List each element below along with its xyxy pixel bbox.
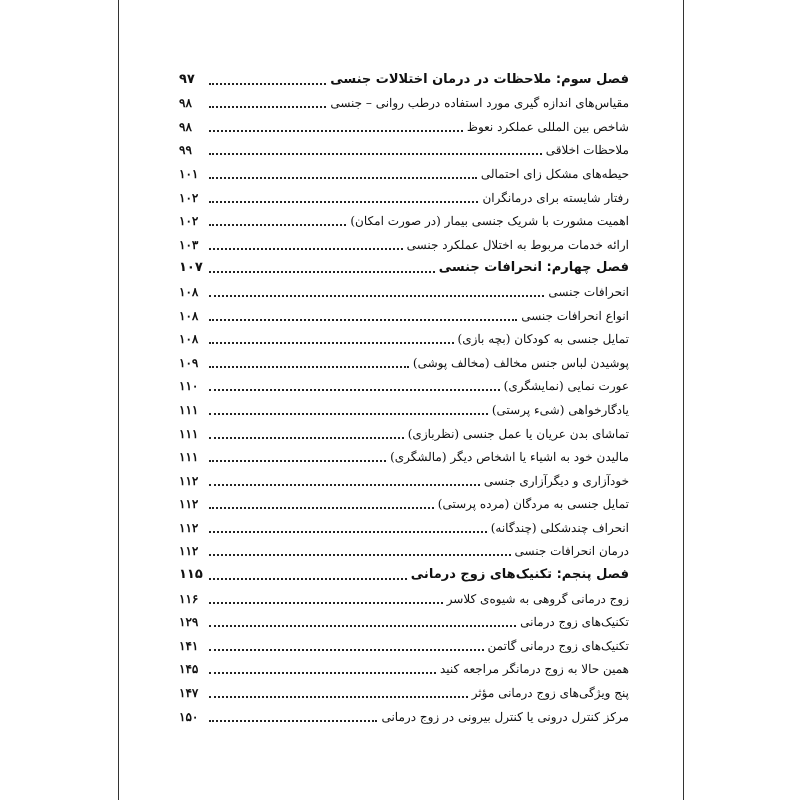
- toc-entry-title: تمایل جنسی به کودکان (بچه بازی): [457, 332, 629, 347]
- toc-page-number: ۱۱۵: [179, 567, 203, 583]
- toc-entry-title: شاخص بین المللی عملکرد نعوظ: [466, 119, 629, 134]
- toc-entry-title: تماشای بدن عریان یا عمل جنسی (نظربازی): [407, 426, 629, 441]
- toc-page-number: ۱۱۱: [179, 450, 199, 465]
- dot-leader: [209, 720, 377, 722]
- dot-leader: [209, 130, 463, 132]
- dot-leader: [209, 625, 516, 627]
- toc-entry: [179, 326, 629, 350]
- toc-page-number: ۱۱۱: [179, 426, 199, 441]
- toc-entry: [179, 137, 629, 161]
- toc-entry: [179, 160, 629, 184]
- toc-entry-title: مقیاس‌های اندازه گیری مورد استفاده درطب روانی – جنسی: [330, 96, 629, 111]
- toc-entry: [179, 491, 629, 515]
- toc-page-number: ۱۰۲: [179, 214, 199, 229]
- dot-leader: [209, 649, 484, 651]
- toc-page-number: ۱۴۱: [179, 638, 199, 653]
- toc-chapter-heading: [179, 255, 629, 279]
- dot-leader: [209, 248, 403, 250]
- toc-page-number: ۱۱۱: [179, 402, 199, 417]
- toc-entry: [179, 184, 629, 208]
- toc-entry: [179, 444, 629, 468]
- toc-page-number: ۱۰۸: [179, 308, 199, 323]
- dot-leader: [209, 507, 434, 509]
- dot-leader: [209, 696, 468, 698]
- toc-chapter-heading: [179, 561, 629, 585]
- toc-page-number: ۱۱۶: [179, 591, 199, 606]
- toc-entry: [179, 231, 629, 255]
- toc-page-number: ۱۱۲: [179, 544, 199, 559]
- toc-entry: [179, 609, 629, 633]
- dot-leader: [209, 271, 435, 273]
- toc-entry: [179, 208, 629, 232]
- dot-leader: [209, 342, 454, 344]
- dot-leader: [209, 177, 477, 179]
- toc-entry: [179, 90, 629, 114]
- toc-page-number: ۱۰۲: [179, 190, 199, 205]
- toc-entry-title: فصل پنجم: تکنیک‌های زوج درمانی: [410, 567, 629, 583]
- toc-entry: [179, 656, 629, 680]
- toc-page-number: ۹۸: [179, 96, 192, 111]
- toc-entry: [179, 396, 629, 420]
- toc-page-number: ۱۰۸: [179, 332, 199, 347]
- toc-entry-title: حیطه‌های مشکل زای احتمالی: [480, 166, 629, 181]
- toc-page-number: ۱۲۹: [179, 615, 199, 630]
- toc-page-number: ۹۷: [179, 71, 195, 87]
- toc-page-number: ۱۴۵: [179, 662, 199, 677]
- toc-entry: [179, 679, 629, 703]
- dot-leader: [209, 83, 326, 85]
- table-of-contents: [179, 66, 629, 727]
- toc-chapter-heading: [179, 66, 629, 90]
- toc-entry: [179, 585, 629, 609]
- toc-entry-title: رفتار شایسته برای درمانگران: [482, 190, 629, 205]
- toc-entry: [179, 278, 629, 302]
- toc-entry-title: درمان انحرافات جنسی: [514, 544, 629, 559]
- toc-entry-title: مالیدن خود به اشیاء یا اشخاص دیگر (مالشگری): [390, 450, 629, 465]
- dot-leader: [209, 389, 500, 391]
- toc-entry-title: ملاحظات اخلاقی: [545, 143, 629, 158]
- dot-leader: [209, 602, 443, 604]
- toc-entry-title: ارائه خدمات مربوط به اختلال عملکرد جنسی: [406, 237, 629, 252]
- toc-page-number: ۱۰۱: [179, 166, 199, 181]
- toc-page-number: ۱۰۸: [179, 284, 199, 299]
- toc-entry: [179, 302, 629, 326]
- toc-entry-title: پوشیدن لباس جنس مخالف (مخالف پوشی): [412, 355, 629, 370]
- toc-entry-title: انواع انحرافات جنسی: [521, 308, 629, 323]
- toc-entry-title: عورت نمایی (نمایشگری): [503, 379, 629, 394]
- toc-page-number: ۹۹: [179, 143, 192, 158]
- toc-entry: [179, 703, 629, 727]
- toc-page-number: ۱۰۳: [179, 237, 199, 252]
- toc-entry-title: اهمیت مشورت با شریک جنسی بیمار (در صورت امکان): [350, 214, 629, 229]
- dot-leader: [209, 578, 407, 580]
- dot-leader: [209, 460, 386, 462]
- toc-entry-title: مرکز کنترل درونی یا کنترل بیرونی در زوج درمانی: [381, 709, 629, 724]
- dot-leader: [209, 106, 326, 108]
- toc-entry-title: فصل چهارم: انحرافات جنسی: [438, 260, 629, 276]
- toc-page-number: ۱۴۷: [179, 686, 199, 701]
- dot-leader: [209, 531, 487, 533]
- toc-entry-title: همین حالا به زوج درمانگر مراجعه کنید: [439, 662, 629, 677]
- toc-page-number: ۱۰۹: [179, 355, 199, 370]
- toc-entry-title: فصل سوم: ملاحظات در درمان اختلالات جنسی: [330, 71, 629, 87]
- dot-leader: [209, 224, 346, 226]
- toc-entry: [179, 467, 629, 491]
- dot-leader: [209, 672, 436, 674]
- dot-leader: [209, 413, 488, 415]
- toc-page-number: ۱۵۰: [179, 709, 199, 724]
- toc-entry: [179, 349, 629, 373]
- toc-entry: [179, 632, 629, 656]
- toc-entry-title: تمایل جنسی به مردگان (مرده پرستی): [437, 497, 629, 512]
- dot-leader: [209, 201, 478, 203]
- toc-entry-title: تکنیک‌های زوج درمانی گاتمن: [487, 638, 629, 653]
- toc-page-number: ۱۱۲: [179, 497, 199, 512]
- toc-entry-title: پنج ویژگی‌های زوج درمانی مؤثر: [471, 686, 629, 701]
- toc-page-number: ۱۱۲: [179, 473, 199, 488]
- dot-leader: [209, 437, 404, 439]
- toc-entry-title: انحراف چندشکلی (چندگانه): [490, 520, 629, 535]
- toc-page-number: ۱۱۰: [179, 379, 199, 394]
- toc-page-number: ۱۱۲: [179, 520, 199, 535]
- toc-page-number: ۹۸: [179, 119, 192, 134]
- dot-leader: [209, 153, 542, 155]
- toc-entry: [179, 373, 629, 397]
- dot-leader: [209, 295, 544, 297]
- book-page: [118, 0, 684, 800]
- dot-leader: [209, 554, 511, 556]
- toc-page-number: ۱۰۷: [179, 260, 203, 276]
- toc-entry: [179, 514, 629, 538]
- toc-entry-title: تکنیک‌های زوج درمانی: [520, 615, 629, 630]
- toc-entry-title: انحرافات جنسی: [548, 284, 629, 299]
- dot-leader: [209, 366, 409, 368]
- dot-leader: [209, 319, 517, 321]
- toc-entry-title: خودآزاری و دیگرآزاری جنسی: [483, 473, 629, 488]
- dot-leader: [209, 484, 480, 486]
- toc-entry-title: زوج درمانی گروهی به شیوه‌ی کلاسر: [446, 591, 629, 606]
- toc-entry: [179, 538, 629, 562]
- toc-entry: [179, 113, 629, 137]
- toc-entry: [179, 420, 629, 444]
- toc-entry-title: یادگارخواهی (شیء پرستی): [491, 402, 629, 417]
